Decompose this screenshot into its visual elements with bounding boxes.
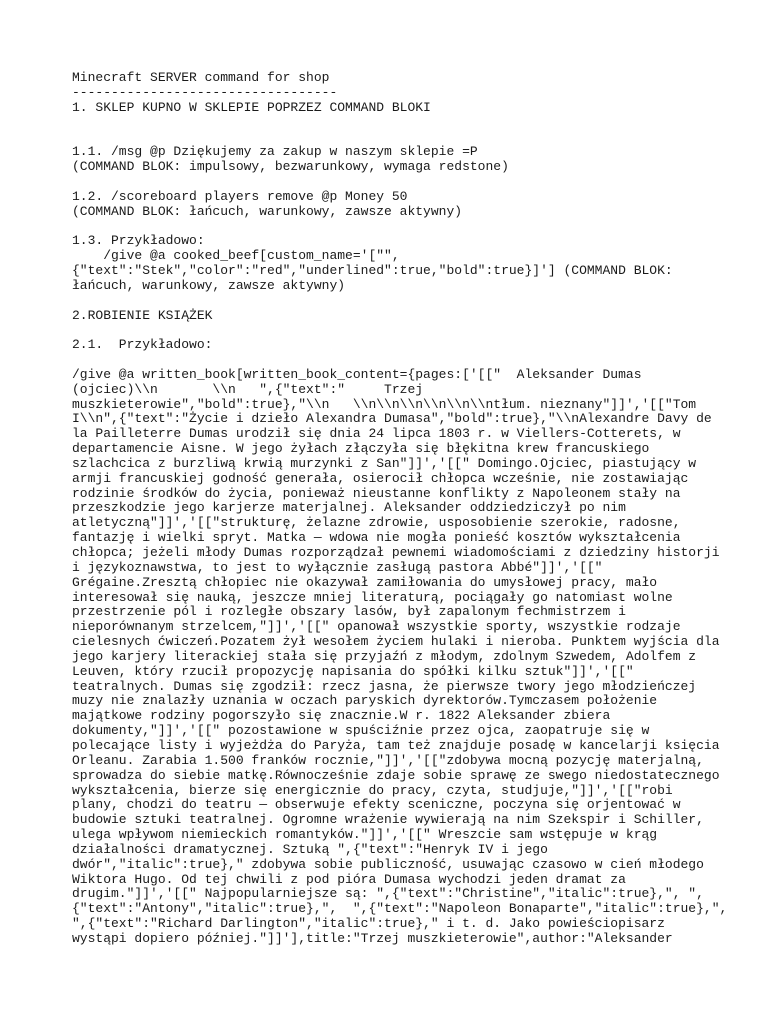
text-line: muszkieterowie","bold":true},"\\n \\n\\n\\n\\n\\n\\ntłum. nieznany"]]','[["Tom [72, 396, 697, 412]
text-line: szlachcica z burzliwą krwią murzynki z San"]]','[[" Domingo.Ojciec, piastujący w [72, 455, 697, 471]
text-line: interesował się nauką, jeszcze mniej literaturą, pociągały go natomiast wolne [72, 589, 673, 605]
text-line: dokumenty,"]]','[[" pozostawione w spuściźnie przez ojca, zaopatruje się w [72, 723, 650, 739]
text-line: 1. SKLEP KUPNO W SKLEPIE POPRZEZ COMMAND BLOKI [72, 99, 431, 115]
text-line: (COMMAND BLOK: łańcuch, warunkowy, zawsze aktywny) [72, 203, 463, 219]
text-line: {"text":"Antony","italic":true},", ",{"text":"Napoleon Bonaparte","italic":true},", [72, 901, 728, 917]
text-line: fantazję i wielki spryt. Matka — wdowa nie mogła ponieść kosztów wykształcenia [72, 530, 681, 546]
text-line: atletyczną"]]','[["strukturę, żelazne zdrowie, usposobienie szerokie, radosne, [72, 515, 681, 531]
text-line: ulega wpływom niemieckich romantyków."]]','[[" Wreszcie sam wstępuje w krąg [72, 827, 658, 843]
text-line: budowie sztuki teatralnej. Ogromne wrażenie wywierają na nim Szekspir i Schiller, [72, 812, 704, 828]
text-line: drugim."]]','[[" Najpopularniejsze są: ",{"text":"Christine","italic":true},", ", [72, 886, 704, 902]
text-line: departamencie Aisne. W jego żyłach złączyła się błękitna krew francuskiego [72, 441, 650, 457]
text-line: cielesnych ćwiczeń.Pozatem żył wesołem życiem hulaki i nieroba. Punktem wyjścia dla [72, 634, 720, 650]
text-line: (ojciec)\\n \\n ",{"text":" Trzej [72, 381, 424, 397]
document-page [72, 70, 728, 947]
text-line: Wiktora Hugo. Od tej chwili z pod pióra Dumasa wychodzi jeden dramat za [72, 871, 626, 887]
document-body-text [72, 70, 728, 947]
text-line: chłopca; jeżeli młody Dumas rozporządzał pewnemi wiadomościami z dziedziny historji [72, 545, 720, 560]
text-line: 1.3. Przykładowo: [72, 233, 205, 249]
text-line: dwór","italic":true}," zdobywa sobie publiczność, usuwając czasowo w cień młodego [72, 856, 704, 872]
text-line: teatralnych. Dumas się zgodził: rzecz jasna, że pierwsze twory jego młodzieńczej [72, 678, 697, 694]
text-line: la Pailleterre Dumas urodził się dnia 24 lipca 1803 r. w Viellers-Cotterets, w [72, 426, 681, 442]
text-line: rodzinie środków do życia, ponieważ nieustanne konflikty z Napoleonem stały na [72, 485, 681, 501]
text-line: nieporównanym strzelcem,"]]','[[" opanował wszystkie sporty, wszystkie rodzaje [72, 619, 681, 635]
text-line: armji francuskiej godność generała, osierocił chłopca wcześnie, nie zostawiając [72, 470, 689, 486]
text-line: i językoznawstwa, to jest to wyłącznie zasługą pastora Abbé"]]','[[" [72, 559, 603, 575]
text-line: 2.1. Przykładowo: [72, 337, 213, 353]
text-line: wystąpi dopiero później."]]'],title:"Trzej muszkieterowie",author:"Aleksander [72, 930, 673, 946]
text-line: 2.ROBIENIE KSIĄŻEK [72, 307, 213, 323]
text-line: przestrzenie pól i rozległe obszary lasów, był zapalonym fechmistrzem i [72, 604, 626, 620]
text-line: I\\n",{"text":"Życie i dzieło Alexandra Dumasa","bold":true},"\\nAlexandre Davy de [72, 411, 712, 427]
text-line: jego karjery literackiej stała się przyjaźń z młodym, zdolnym Szwedem, Adolfem z [72, 648, 697, 664]
text-line: /give @a cooked_beef[custom_name='["", [72, 248, 400, 264]
text-line: Leuven, który rzucił propozycję napisania do spółki kilku sztuk"]]','[[" [72, 663, 634, 679]
text-line: łańcuch, warunkowy, zawsze aktywny) [72, 277, 346, 293]
text-line: polecające listy i wyjeżdża do Paryża, tam też znajduje posadę w kancelarji księcia [72, 737, 720, 753]
text-line: 1.2. /scoreboard players remove @p Money 50 [72, 188, 408, 204]
text-line: działalności dramatycznej. Sztuką ",{"text":"Henryk IV i jego [72, 841, 548, 857]
text-line: muzy nie znalazły uznania w oczach paryskich dyrektorów.Tymczasem położenie [72, 693, 658, 709]
text-line: /give @a written_book[written_book_content={pages:['[[" Aleksander Dumas [72, 366, 642, 382]
text-line: ",{"text":"Richard Darlington","italic":true}," i t. d. Jako powieściopisarz [72, 916, 665, 932]
text-line: Orleanu. Zarabia 1.500 franków rocznie,"]]','[["zdobywa mocną pozycję materjalną, [72, 752, 704, 768]
text-line: przeszkodzie jego karjerze materjalnej. Aleksander oddziedziczył po nim [72, 500, 626, 516]
text-line: majątkowe rodziny pogorszyło się znacznie.W r. 1822 Aleksander zbiera [72, 708, 611, 724]
text-line: (COMMAND BLOK: impulsowy, bezwarunkowy, wymaga redstone) [72, 159, 509, 175]
text-line: Grégaine.Zresztą chłopiec nie okazywał zamiłowania do umysłowej pracy, mało [72, 574, 658, 590]
text-line: 1.1. /msg @p Dziękujemy za zakup w naszym sklepie =P [72, 144, 478, 160]
text-line: plany, chodzi do teatru — obserwuje efekty sceniczne, poczyna się orjentować w [72, 797, 681, 813]
text-line: sprowadza do siebie matkę.Równocześnie zdaje sobie sprawę ze swego niedostatecznego [72, 767, 720, 783]
text-line: ---------------------------------- [72, 84, 338, 100]
text-line: wykształcenia, bierze się energicznie do pracy, czyta, studjuje,"]]','[["robi [72, 782, 673, 798]
text-line: Minecraft SERVER command for shop [72, 70, 330, 85]
text-line: {"text":"Stek","color":"red","underlined":true,"bold":true}]'] (COMMAND BLOK: [72, 262, 673, 278]
